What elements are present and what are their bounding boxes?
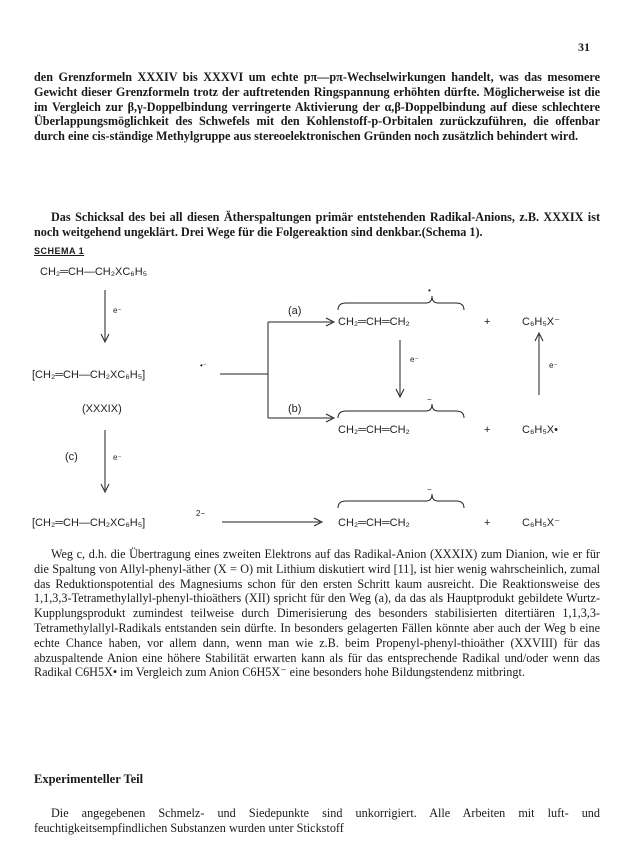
electron-label-4: e⁻ xyxy=(113,453,122,462)
electron-label-1: e⁻ xyxy=(113,306,122,315)
paragraph-2: Das Schicksal des bei all diesen Ätherspaltungen primär entstehenden Radikal-Anions, z.B. XXXIX ist noch weitgehend ungeklärt. Drei Wege für die Folgereaktion sind denkbar.(Schema 1). xyxy=(34,210,600,239)
electron-label-3: e⁻ xyxy=(549,361,558,370)
section-heading: Experimenteller Teil xyxy=(34,772,144,786)
product-a: C₆H₅X⁻ xyxy=(522,316,560,328)
product-c: C₆H₅X⁻ xyxy=(522,517,560,529)
allyl-a: CH₂═CH═CH₂ xyxy=(338,316,410,328)
product-b: C₆H₅X• xyxy=(522,424,558,436)
radical-anion: [CH₂═CH—CH₂XC₆H₅] xyxy=(32,369,146,381)
minus-b: − xyxy=(427,395,432,404)
minus-c: − xyxy=(427,485,432,494)
reaction-scheme xyxy=(0,250,633,550)
dot-a: • xyxy=(428,286,431,295)
paragraph-4: Die angegebenen Schmelz- und Siedepunkte sind unkorrigiert. Alle Arbeiten mit luft- und feuchtigkeitsempfindlichen Substanzen wurden unter Stickstoff xyxy=(34,806,600,835)
paragraph-1: den Grenzformeln XXXIV bis XXXVI um echte pπ—pπ-Wechselwirkungen handelt, was das mesomere Gewicht dieser Grenzformeln trotz der auftretenden Ringspannung erhöhten dürfte. Möglicherweise ist die im Vergleich zur β,γ-Doppelbindung verringerte Aktivierung der α,β-Doppelbindung auf diese schlechtere Überlappungsmöglichkeit des Schwefels mit den Kohlenstoff-p-Orbitalen zurückzuführen, die offenbar durch eine cis-ständige Methylgruppe aus stereoelektronischen Gründen noch zusätzlich behindert wird. xyxy=(34,70,600,144)
radical-anion-charge: •⁻ xyxy=(200,361,208,370)
scheme-label: SCHEMA 1 xyxy=(34,246,85,256)
allyl-c: CH₂═CH═CH₂ xyxy=(338,517,410,529)
page-number: 31 xyxy=(578,40,590,54)
plus-c: + xyxy=(484,517,491,529)
electron-label-2: e⁻ xyxy=(410,355,419,364)
path-b-label: (b) xyxy=(288,403,302,415)
paragraph-3: Weg c, d.h. die Übertragung eines zweiten Elektrons auf das Radikal-Anion (XXXIX) zum Dianion, wie er für die Spaltung von Allyl-phenyl-äther (X = O) mit Lithium diskutiert wird [11], ist hier wenig wahrscheinlich, zumal das Reduktionspotential des Magnesiums schon für den ersten Schritt kaum ausreicht. Die Reaktionsweise des 1,1,3,3-Tetramethylallyl-phenyl-thioäthers (XII) spricht für den Weg (a), da das als Hauptprodukt gebildete Wurtz-Kupplungsprodukt zumindest teilweise durch Dimerisierung des besonders stabilisierten ditertiären 1,1,3,3-Tetramethylallyl-Radikals entstanden sein dürfte. In besonders gelagerten Fällen könnte aber auch der Weg b eine echte Chance haben, vor allem dann, wenn man wie z.B. beim Propenyl-phenyl-thioäther (XXVIII) für das abzuspaltende Anion eine höhere Stabilität erwarten kann als für das entsprechende Radikal und/oder wenn das Radikal C6H5X• im Vergleich zum Anion C6H5X⁻ eine besonders hohe Bildungstendenz mitbringt. xyxy=(34,547,600,680)
start-compound: CH₂═CH—CH₂XC₆H₅ xyxy=(40,266,148,278)
plus-a: + xyxy=(484,316,491,328)
radical-anion-name: (XXXIX) xyxy=(82,403,122,415)
dianion-charge: 2− xyxy=(196,509,206,518)
allyl-b: CH₂═CH═CH₂ xyxy=(338,424,410,436)
path-c-label: (c) xyxy=(65,451,78,463)
plus-b: + xyxy=(484,424,491,436)
path-a-label: (a) xyxy=(288,305,302,317)
dianion: [CH₂═CH—CH₂XC₆H₅] xyxy=(32,517,146,529)
